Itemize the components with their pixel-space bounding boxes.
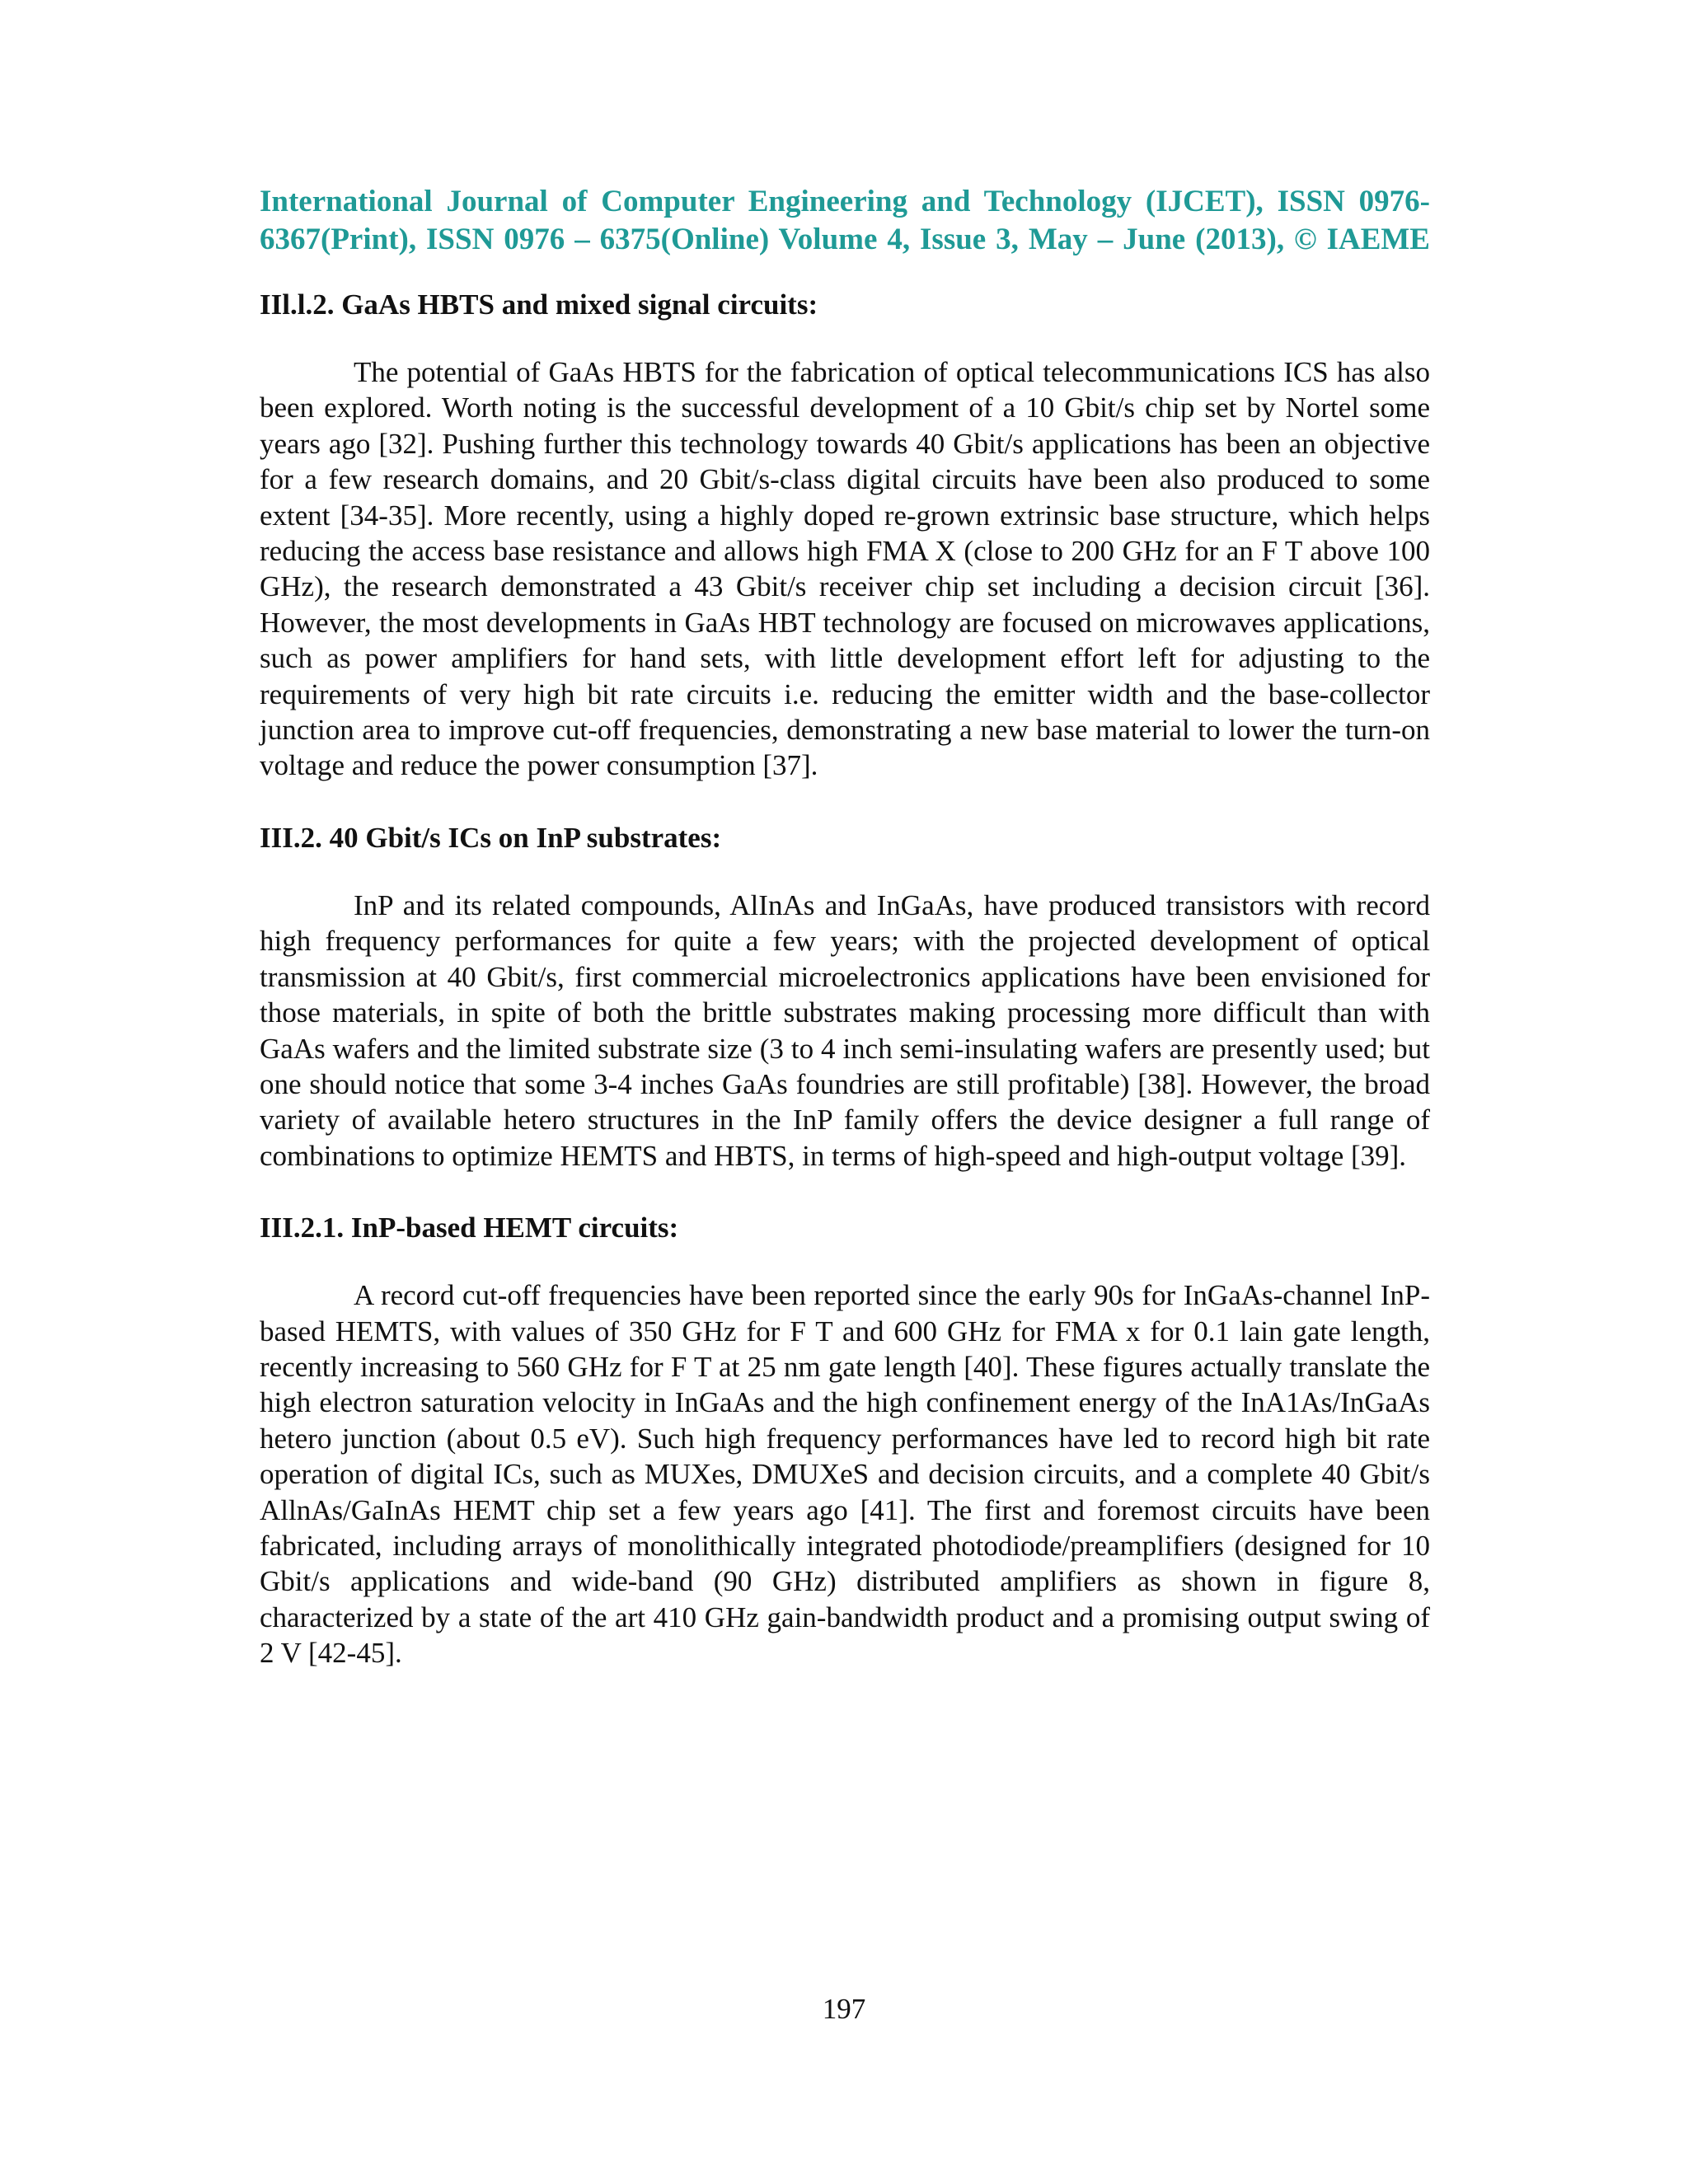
paragraph-gaas-hbts: The potential of GaAs HBTS for the fabrication of optical telecommunications ICS has also been explored. Worth noting is the successful development of a 10 Gbit/s chip set by Nortel some years ago [32]. Pushing further this technology towards 40 Gbit/s applications has been an objective for a few research domains, and 20 Gbit/s-class digital circuits have been also produced to some extent [34-35]. More recently, using a highly doped re-grown extrinsic base structure, which helps reducing the access base resistance and allows high FMA X (close to 200 GHz for an F T above 100 GHz), the research demonstrated a 43 Gbit/s receiver chip set including a decision circuit [36]. However, the most developments in GaAs HBT technology are focused on microwaves applications, such as power amplifiers for hand sets, with little development effort left for adjusting to the requirements of very high bit rate circuits i.e. reducing the emitter width and the base-collector junction area to improve cut-off frequencies, demonstrating a new base material to lower the turn-on voltage and reduce the power consumption [37]. (260, 356, 1430, 782)
section-heading-gaas-hbts: IIl.l.2. GaAs HBTS and mixed signal circuits: (260, 288, 818, 321)
journal-header-line-1: International Journal of Computer Engineering and Technology (IJCET), ISSN 0976- (260, 185, 1430, 218)
section-heading-inp-hemt: III.2.1. InP-based HEMT circuits: (260, 1212, 679, 1244)
paragraph-inp-hemt: A record cut-off frequencies have been reported since the early 90s for InGaAs-channel InP-based HEMTS, with values of 350 GHz for F T and 600 GHz for FMA x for 0.1 lain gate length, recently increasing to 560 GHz for F T at 25 nm gate length [40]. These figures actually translate the high electron saturation velocity in InGaAs and the high confinement energy of the InA1As/InGaAs hetero junction (about 0.5 eV). Such high frequency performances have led to record high bit rate operation of digital ICs, such as MUXes, DMUXeS and decision circuits, and a complete 40 Gbit/s AllnAs/GaInAs HEMT chip set a few years ago [41]. The first and foremost circuits have been fabricated, including arrays of monolithically integrated photodiode/preamplifiers (designed for 10 Gbit/s applications and wide-band (90 GHz) distributed amplifiers as shown in figure 8, characterized by a state of the art 410 GHz gain-bandwidth product and a promising output swing of 2 V [42-45]. (260, 1279, 1430, 1670)
paragraph-inp-substrates: InP and its related compounds, AlInAs and InGaAs, have produced transistors with record high frequency performances for quite a few years; with the projected development of optical transmission at 40 Gbit/s, first commercial microelectronics applications have been envisioned for those materials, in spite of both the brittle substrates making processing more difficult than with GaAs wafers and the limited substrate size (3 to 4 inch semi-insulating wafers are presently used; but one should notice that some 3-4 inches GaAs foundries are still profitable) [38]. However, the broad variety of available hetero structures in the InP family offers the device designer a full range of combinations to optimize HEMTS and HBTS, in terms of high-speed and high-output voltage [39]. (260, 888, 1430, 1172)
journal-header (260, 183, 1430, 259)
page-number: 197 (822, 1993, 866, 2025)
page-content (260, 183, 1430, 1671)
section-heading-inp-substrates: III.2. 40 Gbit/s ICs on InP substrates: (260, 821, 722, 854)
journal-header-line-2: 6367(Print), ISSN 0976 – 6375(Online) Volume 4, Issue 3, May – June (2013), © IAEME (260, 223, 1430, 256)
